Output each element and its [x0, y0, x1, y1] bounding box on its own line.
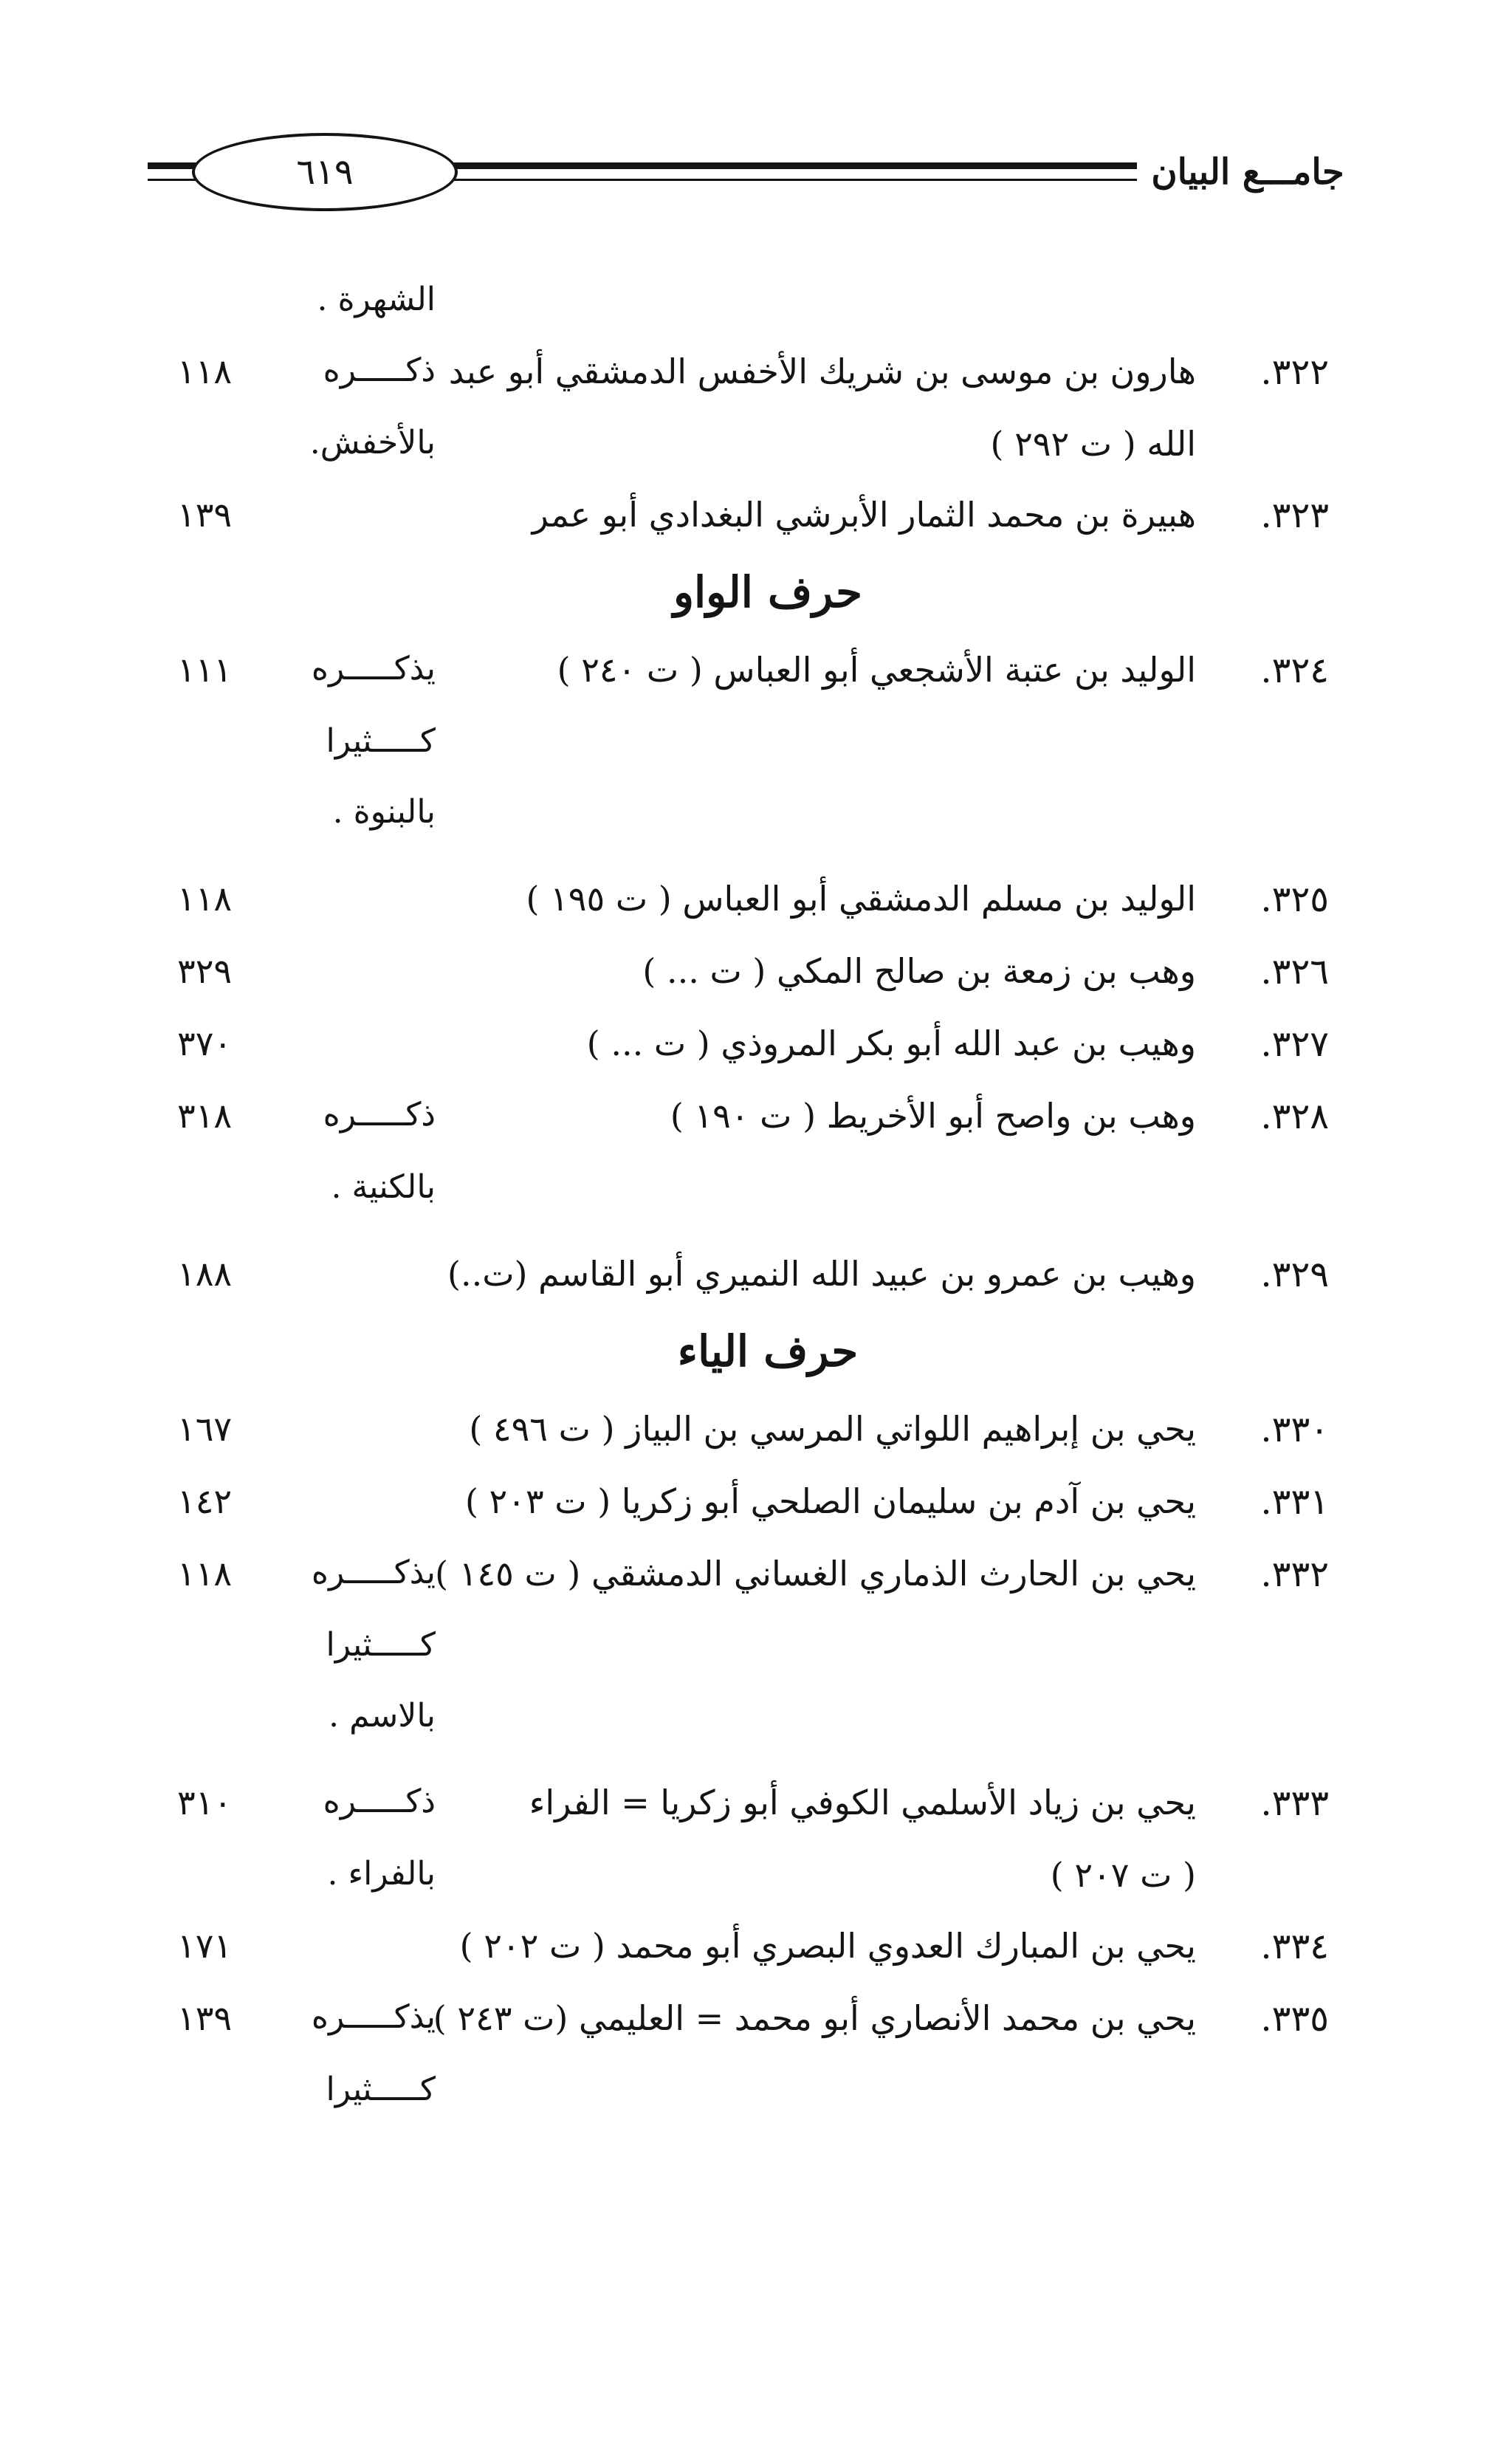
- entry-spacer: [177, 864, 1329, 879]
- entry-page-ref: ٣١٨: [177, 1096, 233, 1136]
- entry-page-ref: ٣٧٠: [177, 1023, 233, 1063]
- section-heading: حرف الياء: [677, 1326, 859, 1376]
- entry-name: وهيب بن عبد الله أبو بكر المروذي ( ت ... ): [586, 1023, 1196, 1063]
- entry-name: يحي بن إبراهيم اللواتي المرسي بن البياز ( ت ٤٩٦ ): [469, 1409, 1196, 1449]
- entry-row: [177, 879, 1329, 951]
- entry-note: يذكـــــره: [311, 1998, 436, 2036]
- entry-note: بالبنوة .: [332, 793, 436, 831]
- entry-name: وهب بن زمعة بن صالح المكي ( ت ... ): [642, 951, 1196, 991]
- entry-name: يحي بن زياد الأسلمي الكوفي أبو زكريا = الفراء: [529, 1783, 1196, 1822]
- entry-spacer: [177, 1239, 1329, 1254]
- entry-number: ٣٢٣.: [1260, 495, 1329, 536]
- entry-number: ٣٣٠.: [1260, 1409, 1329, 1450]
- entry-name: يحي بن محمد الأنصاري أبو محمد = العليمي (ت ٢٤٣ ): [433, 1998, 1196, 2038]
- entry-page-ref: ١٧١: [177, 1926, 233, 1966]
- entry-name: الله ( ت ٢٩٢ ): [990, 424, 1196, 464]
- entry-name: الوليد بن مسلم الدمشقي أبو العباس ( ت ١٩٥ ): [526, 879, 1196, 919]
- entry-name: الوليد بن عتبة الأشجعي أبو العباس ( ت ٢٤٠ ): [557, 650, 1196, 690]
- entry-number: ٣٣٣.: [1260, 1783, 1329, 1824]
- entry-note: يذكـــــره: [311, 650, 436, 687]
- entry-row: [177, 1096, 1329, 1168]
- entry-number: ٣٢٨.: [1260, 1096, 1329, 1137]
- entry-page-ref: ٣١٠: [177, 1783, 233, 1822]
- entry-number: ٣٢٦.: [1260, 951, 1329, 992]
- entry-name: هبيرة بن محمد الثمار الأبرشي البغدادي أبو عمر: [532, 495, 1196, 535]
- entry-number: ٣٣٥.: [1260, 1998, 1329, 2040]
- entry-name: يحي بن المبارك العدوي البصري أبو محمد ( ت ٢٠٢ ): [459, 1926, 1196, 1966]
- entry-page-ref: ٣٢٩: [177, 951, 233, 991]
- entry-spacer: [177, 1768, 1329, 1783]
- entry-note: بالاسم .: [329, 1697, 436, 1735]
- entry-continuation: [177, 722, 1329, 793]
- entry-row: [177, 1998, 1329, 2071]
- entry-page-ref: ١١٨: [177, 1554, 233, 1594]
- entry-page-ref: ١٣٩: [177, 1998, 233, 2038]
- entry-row: [177, 1023, 1329, 1096]
- entry-continuation: [177, 1168, 1329, 1239]
- entry-page-ref: ١١١: [177, 650, 233, 690]
- entry-note: الشهرة .: [317, 281, 436, 318]
- entry-note: يذكـــــره: [311, 1554, 436, 1591]
- entry-page-ref: ١٨٨: [177, 1254, 233, 1294]
- entry-name: يحي بن الحارث الذماري الغساني الدمشقي ( ت ١٤٥ ): [435, 1554, 1196, 1594]
- entry-number: ٣٢٩.: [1260, 1254, 1329, 1295]
- entry-row: [177, 1926, 1329, 1998]
- entry-continuation: [177, 1697, 1329, 1768]
- entry-page-ref: ١١٨: [177, 351, 233, 391]
- entry-row: [177, 351, 1329, 424]
- page-number-oval: [192, 133, 458, 211]
- entry-page-ref: ١١٨: [177, 879, 233, 919]
- entry-row: [177, 650, 1329, 722]
- entry-note: بالأخفش.: [309, 424, 436, 462]
- entry-note: كـــــثيرا: [326, 2071, 436, 2108]
- entry-row: [177, 1409, 1329, 1481]
- entry-row: [177, 951, 1329, 1023]
- entry-note: كـــــثيرا: [326, 1626, 436, 1664]
- entry-row: [177, 1481, 1329, 1554]
- entry-name: هارون بن موسى بن شريك الأخفس الدمشقي أبو عبد: [448, 351, 1196, 391]
- entry-continuation: [177, 1626, 1329, 1697]
- entry-note: بالفراء .: [327, 1855, 436, 1893]
- entry-continuation: [177, 793, 1329, 864]
- entry-row: [177, 495, 1329, 567]
- entry-note: بالكنية .: [331, 1168, 436, 1206]
- entry-row: [177, 1254, 1329, 1326]
- entry-name: يحي بن آدم بن سليمان الصلحي أبو زكريا ( ت ٢٠٣ ): [464, 1481, 1196, 1521]
- entry-number: ٣٢٢.: [1260, 351, 1329, 393]
- entry-continuation: [177, 281, 1329, 351]
- entry-number: ٣٣٢.: [1260, 1554, 1329, 1595]
- page-number: ٦١٩: [296, 151, 354, 193]
- entry-page-ref: ١٣٩: [177, 495, 233, 535]
- book-title: جامـــع البيان: [1151, 151, 1344, 193]
- entry-number: ٣٢٥.: [1260, 879, 1329, 920]
- section-heading: حرف الواو: [673, 567, 863, 617]
- entry-page-ref: ١٤٢: [177, 1481, 233, 1521]
- running-header: [148, 133, 1358, 214]
- entry-note: كـــــثيرا: [326, 722, 436, 760]
- entry-page-ref: ١٦٧: [177, 1409, 233, 1449]
- entry-note: ذكـــــره: [323, 1096, 436, 1134]
- entry-row: [177, 1554, 1329, 1626]
- entry-row: [177, 1783, 1329, 1855]
- entry-name: وهب بن واصح أبو الأخريط ( ت ١٩٠ ): [670, 1096, 1196, 1136]
- entry-note: ذكـــــره: [323, 1783, 436, 1820]
- entry-continuation: [177, 1855, 1329, 1926]
- entry-continuation: [177, 424, 1329, 495]
- entry-number: ٣٣١.: [1260, 1481, 1329, 1523]
- entry-name: ( ت ٢٠٧ ): [1050, 1855, 1196, 1895]
- entry-continuation: [177, 2071, 1329, 2141]
- entry-number: ٣٣٤.: [1260, 1926, 1329, 1967]
- entry-name: وهيب بن عمرو بن عبيد الله النميري أبو القاسم (ت..): [447, 1254, 1196, 1294]
- entry-number: ٣٢٧.: [1260, 1023, 1329, 1065]
- entry-note: ذكـــــره: [323, 351, 436, 389]
- index-entries: [177, 281, 1329, 2141]
- entry-number: ٣٢٤.: [1260, 650, 1329, 691]
